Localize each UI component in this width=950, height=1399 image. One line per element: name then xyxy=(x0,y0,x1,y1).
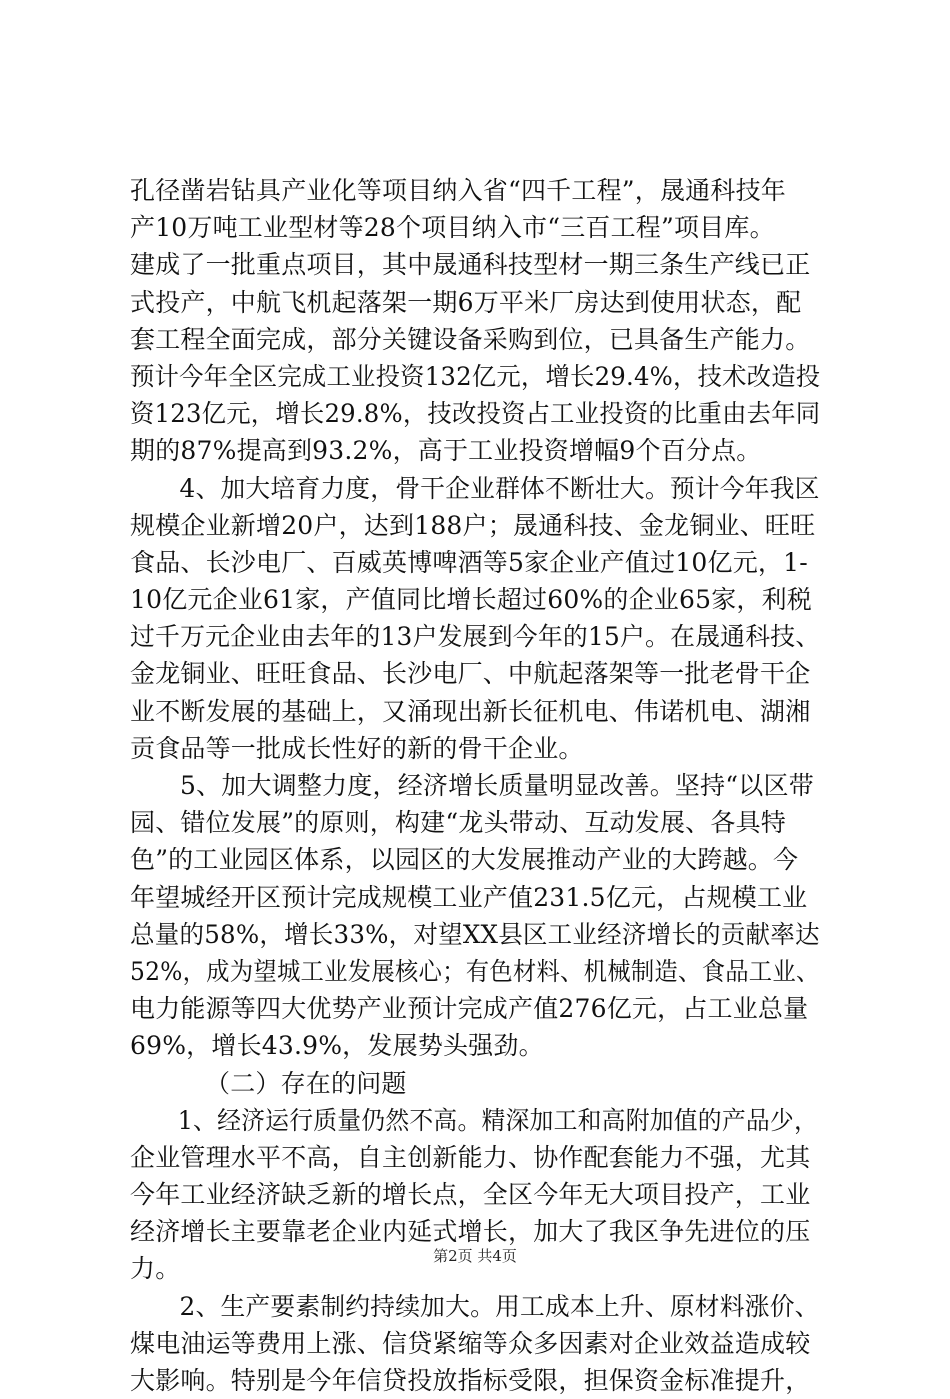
text-line: 69%，增长43.9%，发展势头强劲。 xyxy=(130,1031,544,1061)
document-body xyxy=(130,172,830,1399)
text-line: 套工程全面完成，部分关键设备采购到位，已具备生产能力。 xyxy=(130,324,811,354)
text-line: 5、加大调整力度，经济增长质量明显改善。坚持“以区带 xyxy=(180,771,814,800)
text-line: 2、生产要素制约持续加大。用工成本上升、原材料涨价、 xyxy=(179,1291,820,1321)
text-line: 经济增长主要靠老企业内延式增长，加大了我区争先进位的压 xyxy=(130,1217,811,1247)
text-line: 煤电油运等费用上涨、信贷紧缩等众多因素对企业效益造成较 xyxy=(130,1328,811,1358)
text-line: 1、经济运行质量仍然不高。精深加工和高附加值的产品少， xyxy=(177,1105,818,1135)
text-line: 业不断发展的基础上，又涌现出新长征机电、伟诺机电、湖湘 xyxy=(130,696,811,726)
text-line: 过千万元企业由去年的13户发展到今年的15户。在晟通科技、 xyxy=(130,622,821,652)
text-line: 孔径凿岩钻具产业化等项目纳入省“四千工程”，晟通科技年 xyxy=(130,176,786,205)
text-line: 电力能源等四大优势产业预计完成产值276亿元，占工业总量 xyxy=(130,994,809,1024)
section-heading: （二）存在的问题 xyxy=(205,1068,407,1098)
text-line: 4、加大培育力度，骨干企业群体不断壮大。预计今年我区 xyxy=(179,473,820,503)
text-line: 产10万吨工业型材等28个项目纳入市“三百工程”项目库。 xyxy=(130,213,775,243)
text-line: 10亿元企业61家，产值同比增长超过60%的企业65家，利税 xyxy=(130,585,813,615)
text-line: 总量的58%，增长33%，对望XX县区工业经济增长的贡献率达 xyxy=(130,919,820,949)
text-line: 建成了一批重点项目，其中晟通科技型材一期三条生产线已正 xyxy=(130,250,811,280)
text-line: 食品、长沙电厂、百威英博啤酒等5家企业产值过10亿元，1- xyxy=(130,547,808,577)
text-line: 贡食品等一批成长性好的新的骨干企业。 xyxy=(130,733,584,763)
page-footer: 第2页 共4页 xyxy=(433,1247,517,1265)
text-line: 大影响。特别是今年信贷投放指标受限，担保资金标准提升， xyxy=(130,1366,811,1395)
text-line: 今年工业经济缺乏新的增长点，全区今年无大项目投产，工业 xyxy=(130,1180,811,1210)
text-line: 力。 xyxy=(130,1254,181,1284)
text-line: 园、错位发展”的原则，构建“龙头带动、互动发展、各具特 xyxy=(130,808,786,838)
text-line: 式投产，中航飞机起落架一期6万平米厂房达到使用状态，配 xyxy=(130,287,802,317)
text-line: 期的87%提高到93.2%，高于工业投资增幅9个百分点。 xyxy=(130,436,762,466)
text-line: 52%，成为望城工业发展核心；有色材料、机械制造、食品工业、 xyxy=(130,956,820,986)
text-line: 金龙铜业、旺旺食品、长沙电厂、中航起落架等一批老骨干企 xyxy=(130,659,811,689)
text-line: 预计今年全区完成工业投资132亿元，增长29.4%，技术改造投 xyxy=(130,361,821,391)
text-line: 年望城经开区预计完成规模工业产值231.5亿元，占规模工业 xyxy=(130,882,808,912)
text-line: 规模企业新增20户，达到188户；晟通科技、金龙铜业、旺旺 xyxy=(130,510,816,540)
text-line: 企业管理水平不高，自主创新能力、协作配套能力不强，尤其 xyxy=(130,1142,811,1172)
text-line: 色”的工业园区体系，以园区的大发展推动产业的大跨越。今 xyxy=(130,845,799,875)
text-line: 资123亿元，增长29.8%，技改投资占工业投资的比重由去年同 xyxy=(130,399,821,429)
